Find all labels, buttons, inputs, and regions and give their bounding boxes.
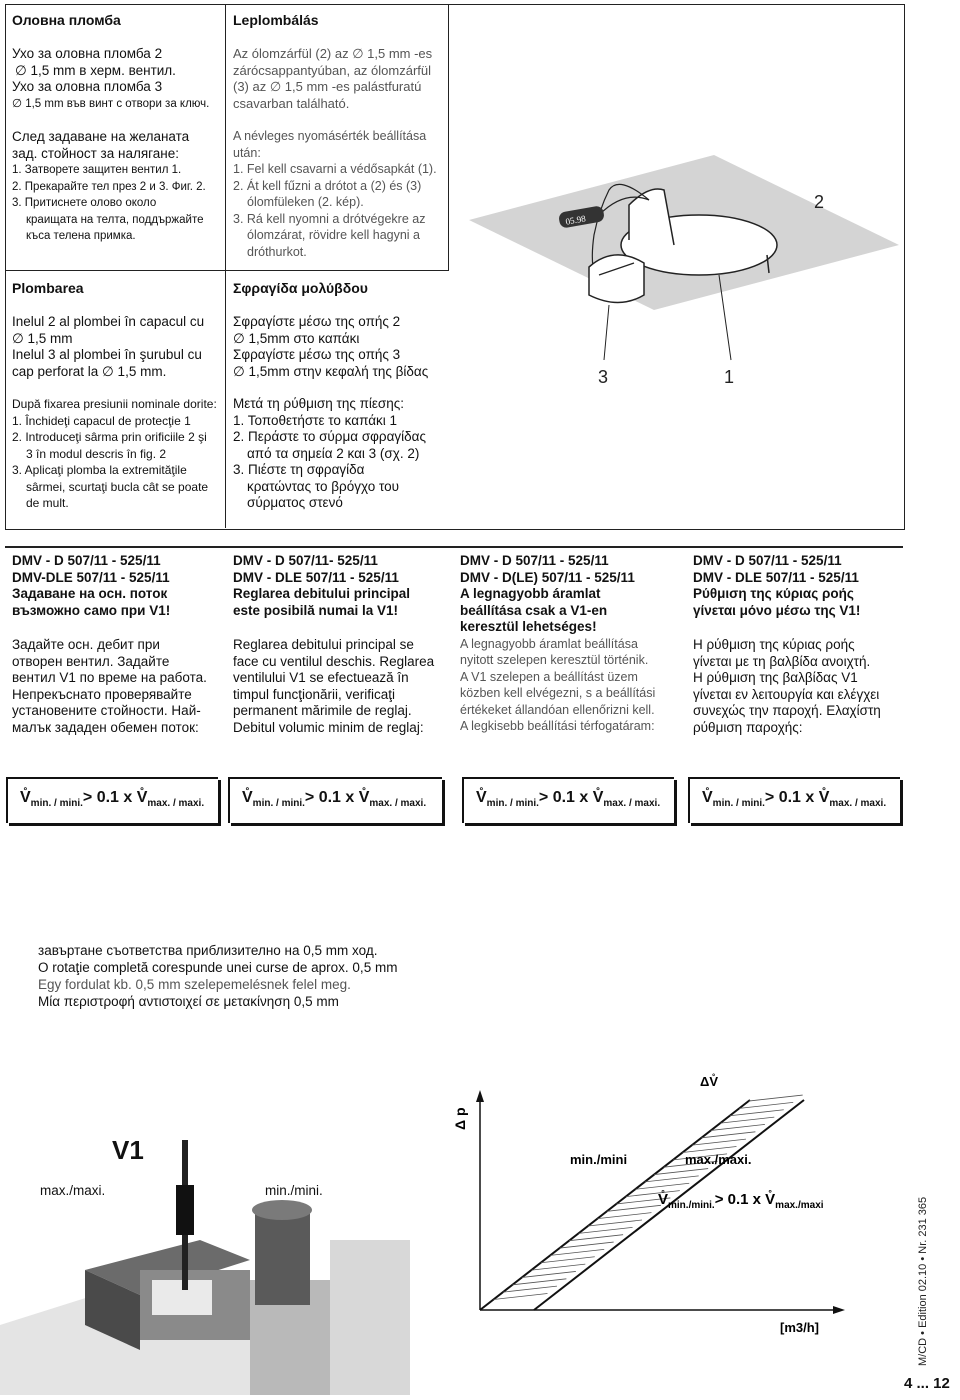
rotation-line-ro: O rotaţie completă corespunde unei curse de aprox. 0,5 mm: [38, 960, 398, 975]
text-line: A legkisebb beállítási térfogatáram:: [460, 719, 655, 733]
flow-chart: [440, 1060, 860, 1350]
text-line: Η ρύθμιση της κύριας ροής: [693, 637, 855, 652]
text-line: 2. Át kell fűzni a drótot a (2) és (3): [233, 178, 422, 193]
text-line: Σφραγίστε μέσω της οπής 2: [233, 314, 401, 329]
valve-photo-drawing: [0, 1120, 440, 1395]
text-line: вентил V1 по време на работа.: [12, 670, 207, 685]
text-line: 2. Introduceţi sârma prin orificiile 2 şi: [12, 430, 207, 444]
screw-head: [589, 255, 644, 303]
text-line: 2. Прекарайте тел през 2 и 3. Фиг. 2.: [12, 180, 206, 193]
text-line: permanent mărimile de reglaj.: [233, 703, 412, 718]
model-line: DMV - D(LE) 507/11 - 525/11: [460, 569, 635, 585]
model-line: DMV - D 507/11 - 525/11: [12, 553, 161, 568]
formula-box-ro: [228, 777, 442, 823]
heading-line: Ρύθμιση της κύριας ροής: [693, 586, 854, 601]
text-line: Az ólomzárfül (2) az ∅ 1,5 mm -es: [233, 46, 433, 61]
text-line: zárócsappantyúban, az ólomzárfül: [233, 62, 432, 78]
page-number: 4 ... 12: [904, 1375, 950, 1392]
text-line: értékeket állandóan ellenőrizni kell.: [460, 702, 655, 717]
x-axis-arrow: [833, 1306, 845, 1314]
text-line: 3. Rá kell nyomni a drótvégekre az: [233, 211, 426, 226]
text-line: A legnagyobb áramlat beállítása: [460, 636, 638, 651]
text-line: Inelul 3 al plombei în şurubul cu: [12, 347, 202, 362]
text-block: [233, 314, 448, 380]
text-block: [233, 46, 445, 112]
text-line: ρύθμιση παροχής:: [693, 719, 803, 735]
top-hline: [5, 270, 449, 271]
formula-v: V̊: [702, 789, 713, 806]
heading-line: este posibilă numai la V1!: [233, 602, 399, 618]
text-line: timpul funcţionării, verificaţi: [233, 686, 396, 702]
gr-lead-seal-section: [233, 280, 448, 512]
text-line: σύρματος στενό: [247, 495, 343, 510]
valve-photo: [0, 1120, 440, 1395]
section-title: Leplombálás: [233, 12, 319, 28]
x-axis-label: [m3/h]: [780, 1320, 819, 1335]
formula-gt: > 0.1 x: [82, 789, 133, 806]
heading-line: Reglarea debitului principal: [233, 586, 411, 601]
text-line: ólomfüleken (2. kép).: [247, 195, 364, 209]
text-line: (3) az ∅ 1,5 mm -es palástfuratú: [233, 79, 422, 94]
text-line: 1. Τοποθετήστε το καπάκι 1: [233, 412, 398, 428]
edition-text: M/CD • Edition 02.10 • Nr. 231 365: [917, 1196, 929, 1366]
text-line: 1. Fel kell csavarni a védősapkát (1).: [233, 162, 437, 176]
section-title: Σφραγίδα μολύβδου: [233, 280, 368, 296]
text-line: ∅ 1,5 mm: [12, 330, 73, 346]
lead-seal-figure: [449, 5, 902, 528]
formula-sub-max: max. / maxi.: [369, 798, 427, 810]
text-line: συνεχώς την παροχή. Ελαχίστη: [693, 703, 881, 718]
rotation-line-hu: Egy fordulat kb. 0,5 mm szelepemelésnek felel meg.: [38, 977, 351, 992]
text-line: nyitott szelepen keresztül történik.: [460, 653, 649, 667]
text-line: След задаване на желаната: [12, 129, 190, 144]
text-line: După fixarea presiunii nominale dorite:: [12, 397, 217, 411]
formula-v: V̊: [358, 789, 370, 806]
text-line: κρατώντας το βρόγχο του: [247, 478, 399, 494]
text-line: установените стойности. Най-: [12, 703, 201, 718]
text-line: Inelul 2 al plombei în capacul cu: [12, 314, 205, 329]
text-block: [12, 46, 222, 112]
max-label: max./maxi.: [40, 1183, 106, 1198]
text-line: ventilului V1 se efectuează în: [233, 670, 409, 685]
text-line: 3. Aplicaţi plomba la extremităţile: [12, 463, 187, 477]
text-line: ∅ 1,5mm στην κεφαλή της βίδας: [233, 363, 429, 379]
text-line: зад. стойност за налягане:: [12, 145, 180, 161]
formula-v: V̊: [476, 789, 487, 806]
min-label: min./mini.: [265, 1183, 323, 1198]
model-line: DMV - DLE 507/11 - 525/11: [233, 569, 399, 585]
rotation-line-gr: Μία περιστροφή αντιστοιχεί σε μετακίνηση 0,5 mm: [38, 994, 339, 1009]
bg-flow-section: [12, 553, 222, 736]
text-block: [12, 396, 222, 512]
text-line: Ухо за оловна пломба 3: [12, 79, 163, 94]
formula-sub-min: min. / mini.: [712, 798, 765, 810]
text-block: [12, 129, 222, 245]
text-line: Непрекъснато проверявайте: [12, 686, 192, 702]
heading-line: възможно само при V1!: [12, 602, 171, 618]
text-line: sârmei, scurtaţi bucla cât se poate: [26, 479, 209, 494]
ro-flow-section: [233, 553, 448, 736]
figure-label-1: 1: [724, 367, 735, 387]
text-line: közben kell elvégezni, s a beállítási: [460, 686, 656, 700]
text-line: A V1 szelepen a beállítást üzem: [460, 669, 638, 684]
edition-sidebar: [903, 1196, 929, 1380]
text-block: [12, 314, 222, 380]
chart-formula: $V̊_{min./mini.}> 0.1$ x $V̊_{max./maxi}$: [658, 1191, 824, 1211]
y-axis-arrow: [476, 1090, 484, 1102]
formula-v: V̊: [242, 789, 253, 806]
formula-gt: > 0.1 x: [304, 789, 355, 806]
delta-v-label: ΔV̊: [700, 1074, 719, 1089]
text-line: Σφραγίστε μέσω της οπής 3: [233, 347, 401, 362]
text-line: 2. Περάστε το σύρμα σφραγίδας: [233, 429, 426, 444]
v1-label: V1: [112, 1135, 144, 1165]
formula-sub-min: min. / mini.: [486, 798, 539, 810]
heading-line: Задаване на осн. поток: [12, 586, 168, 601]
formula-gt: > 0.1 x: [538, 789, 589, 806]
text-line: Η ρύθμιση της βαλβίδας V1: [693, 670, 858, 685]
text-line: 3. Притиснете олово около: [12, 197, 157, 209]
min-annotation: min./mini: [570, 1152, 628, 1167]
max-annotation: max./maxi.: [685, 1152, 752, 1167]
text-line: cap perforat la ∅ 1,5 mm.: [12, 363, 167, 379]
top-divider-1: [225, 4, 226, 528]
text-block: [233, 396, 448, 512]
text-line: 1. Затворете защитен вентил 1.: [12, 164, 182, 176]
text-line: Ухо за оловна пломба 2: [12, 46, 163, 61]
formula-sub-max: max. / maxi.: [147, 798, 205, 810]
formula-box-hu: [462, 777, 674, 823]
text-line: малък зададен обемен поток:: [12, 719, 199, 735]
text-line: ∅ 1,5mm στο καπάκι: [233, 330, 360, 346]
text-line: face cu ventilul deschis. Reglarea: [233, 653, 435, 669]
text-line: dróthurkot.: [247, 244, 307, 259]
rotation-note: [38, 942, 397, 1010]
figure-label-3: 3: [598, 367, 609, 387]
formula-sub-max: max. / maxi.: [603, 798, 661, 810]
text-line: de mult.: [26, 496, 69, 510]
gr-flow-section: [693, 553, 903, 736]
figure-label-2: 2: [814, 192, 825, 212]
text-line: Debitul volumic minim de reglaj:: [233, 719, 424, 735]
ro-lead-seal-section: [12, 280, 222, 512]
text-line: ∅ 1,5 mm във винт с отвори за ключ.: [12, 97, 210, 110]
formula-sub-min: min. / mini.: [252, 798, 305, 810]
formula-v: V̊: [592, 789, 604, 806]
formula-box-gr: [688, 777, 900, 823]
text-line: γίνεται εν λειτουργία και ελέγχει: [693, 686, 880, 702]
text-line: Μετά τη ρύθμιση της πίεσης:: [233, 396, 405, 411]
text-line: από τα σημεία 2 και 3 (σχ. 2): [247, 445, 420, 461]
model-line: DMV - D 507/11 - 525/11: [460, 553, 609, 568]
text-line: 3 în modul descris în fig. 2: [26, 446, 167, 461]
model-line: DMV - D 507/11 - 525/11: [693, 553, 842, 568]
section-title: Оловна пломба: [12, 12, 121, 28]
formula-gt: > 0.1 x: [764, 789, 815, 806]
stamp-label: 05.98: [564, 213, 587, 227]
model-line: DMV - DLE 507/11 - 525/11: [693, 569, 859, 585]
middle-rule: [5, 546, 903, 548]
formula-v: V̊: [136, 789, 148, 806]
hu-lead-seal-section: [233, 12, 445, 260]
text-line: Задайте осн. дебит при: [12, 637, 160, 652]
text-line: Reglarea debitului principal se: [233, 637, 414, 652]
text-line: ólomzárat, rövidre kell hagyni a: [247, 228, 420, 242]
text-line: къса телена примка.: [26, 230, 136, 242]
text-line: 3. Πιέστε τη σφραγίδα: [233, 462, 365, 477]
model-line: DMV - D 507/11- 525/11: [233, 553, 378, 568]
text-line: csavarban található.: [233, 95, 350, 111]
text-line: A névleges nyomásérték beállítása után:: [233, 129, 427, 160]
hu-flow-section: [460, 553, 680, 735]
formula-v: V̊: [818, 789, 830, 806]
heading-line: A legnagyobb áramlat: [460, 586, 601, 601]
formula-sub-min: min. / mini.: [30, 798, 83, 810]
model-line: DMV-DLE 507/11 - 525/11: [12, 569, 170, 585]
rotation-line-bg: завъртане съответства приблизително на 0,5 mm ход.: [38, 943, 378, 958]
text-line: ∅ 1,5 mm в херм. вентил.: [15, 62, 176, 78]
formula-sub-max: max. / maxi.: [829, 798, 887, 810]
section-title: Plombarea: [12, 280, 84, 296]
text-block: [233, 128, 445, 260]
formula-box-bg: [6, 777, 218, 823]
text-line: краищата на телта, поддържайте: [26, 213, 204, 226]
formula-v: V̊: [20, 789, 31, 806]
bg-lead-seal-section: [12, 12, 222, 245]
text-line: 1. Închideţi capacul de protecţie 1: [12, 413, 191, 428]
text-line: γίνεται με τη βαλβίδα ανοιχτή.: [693, 653, 871, 669]
text-line: отворен вентил. Задайте: [12, 653, 170, 669]
hatch-line: [749, 1095, 803, 1101]
heading-line: beállítása csak a V1-en: [460, 602, 608, 618]
heading-line: keresztül lehetséges!: [460, 619, 597, 634]
y-axis-label: Δ p: [452, 1107, 468, 1130]
heading-line: γίνεται μόνο μέσω της V1!: [693, 602, 861, 618]
